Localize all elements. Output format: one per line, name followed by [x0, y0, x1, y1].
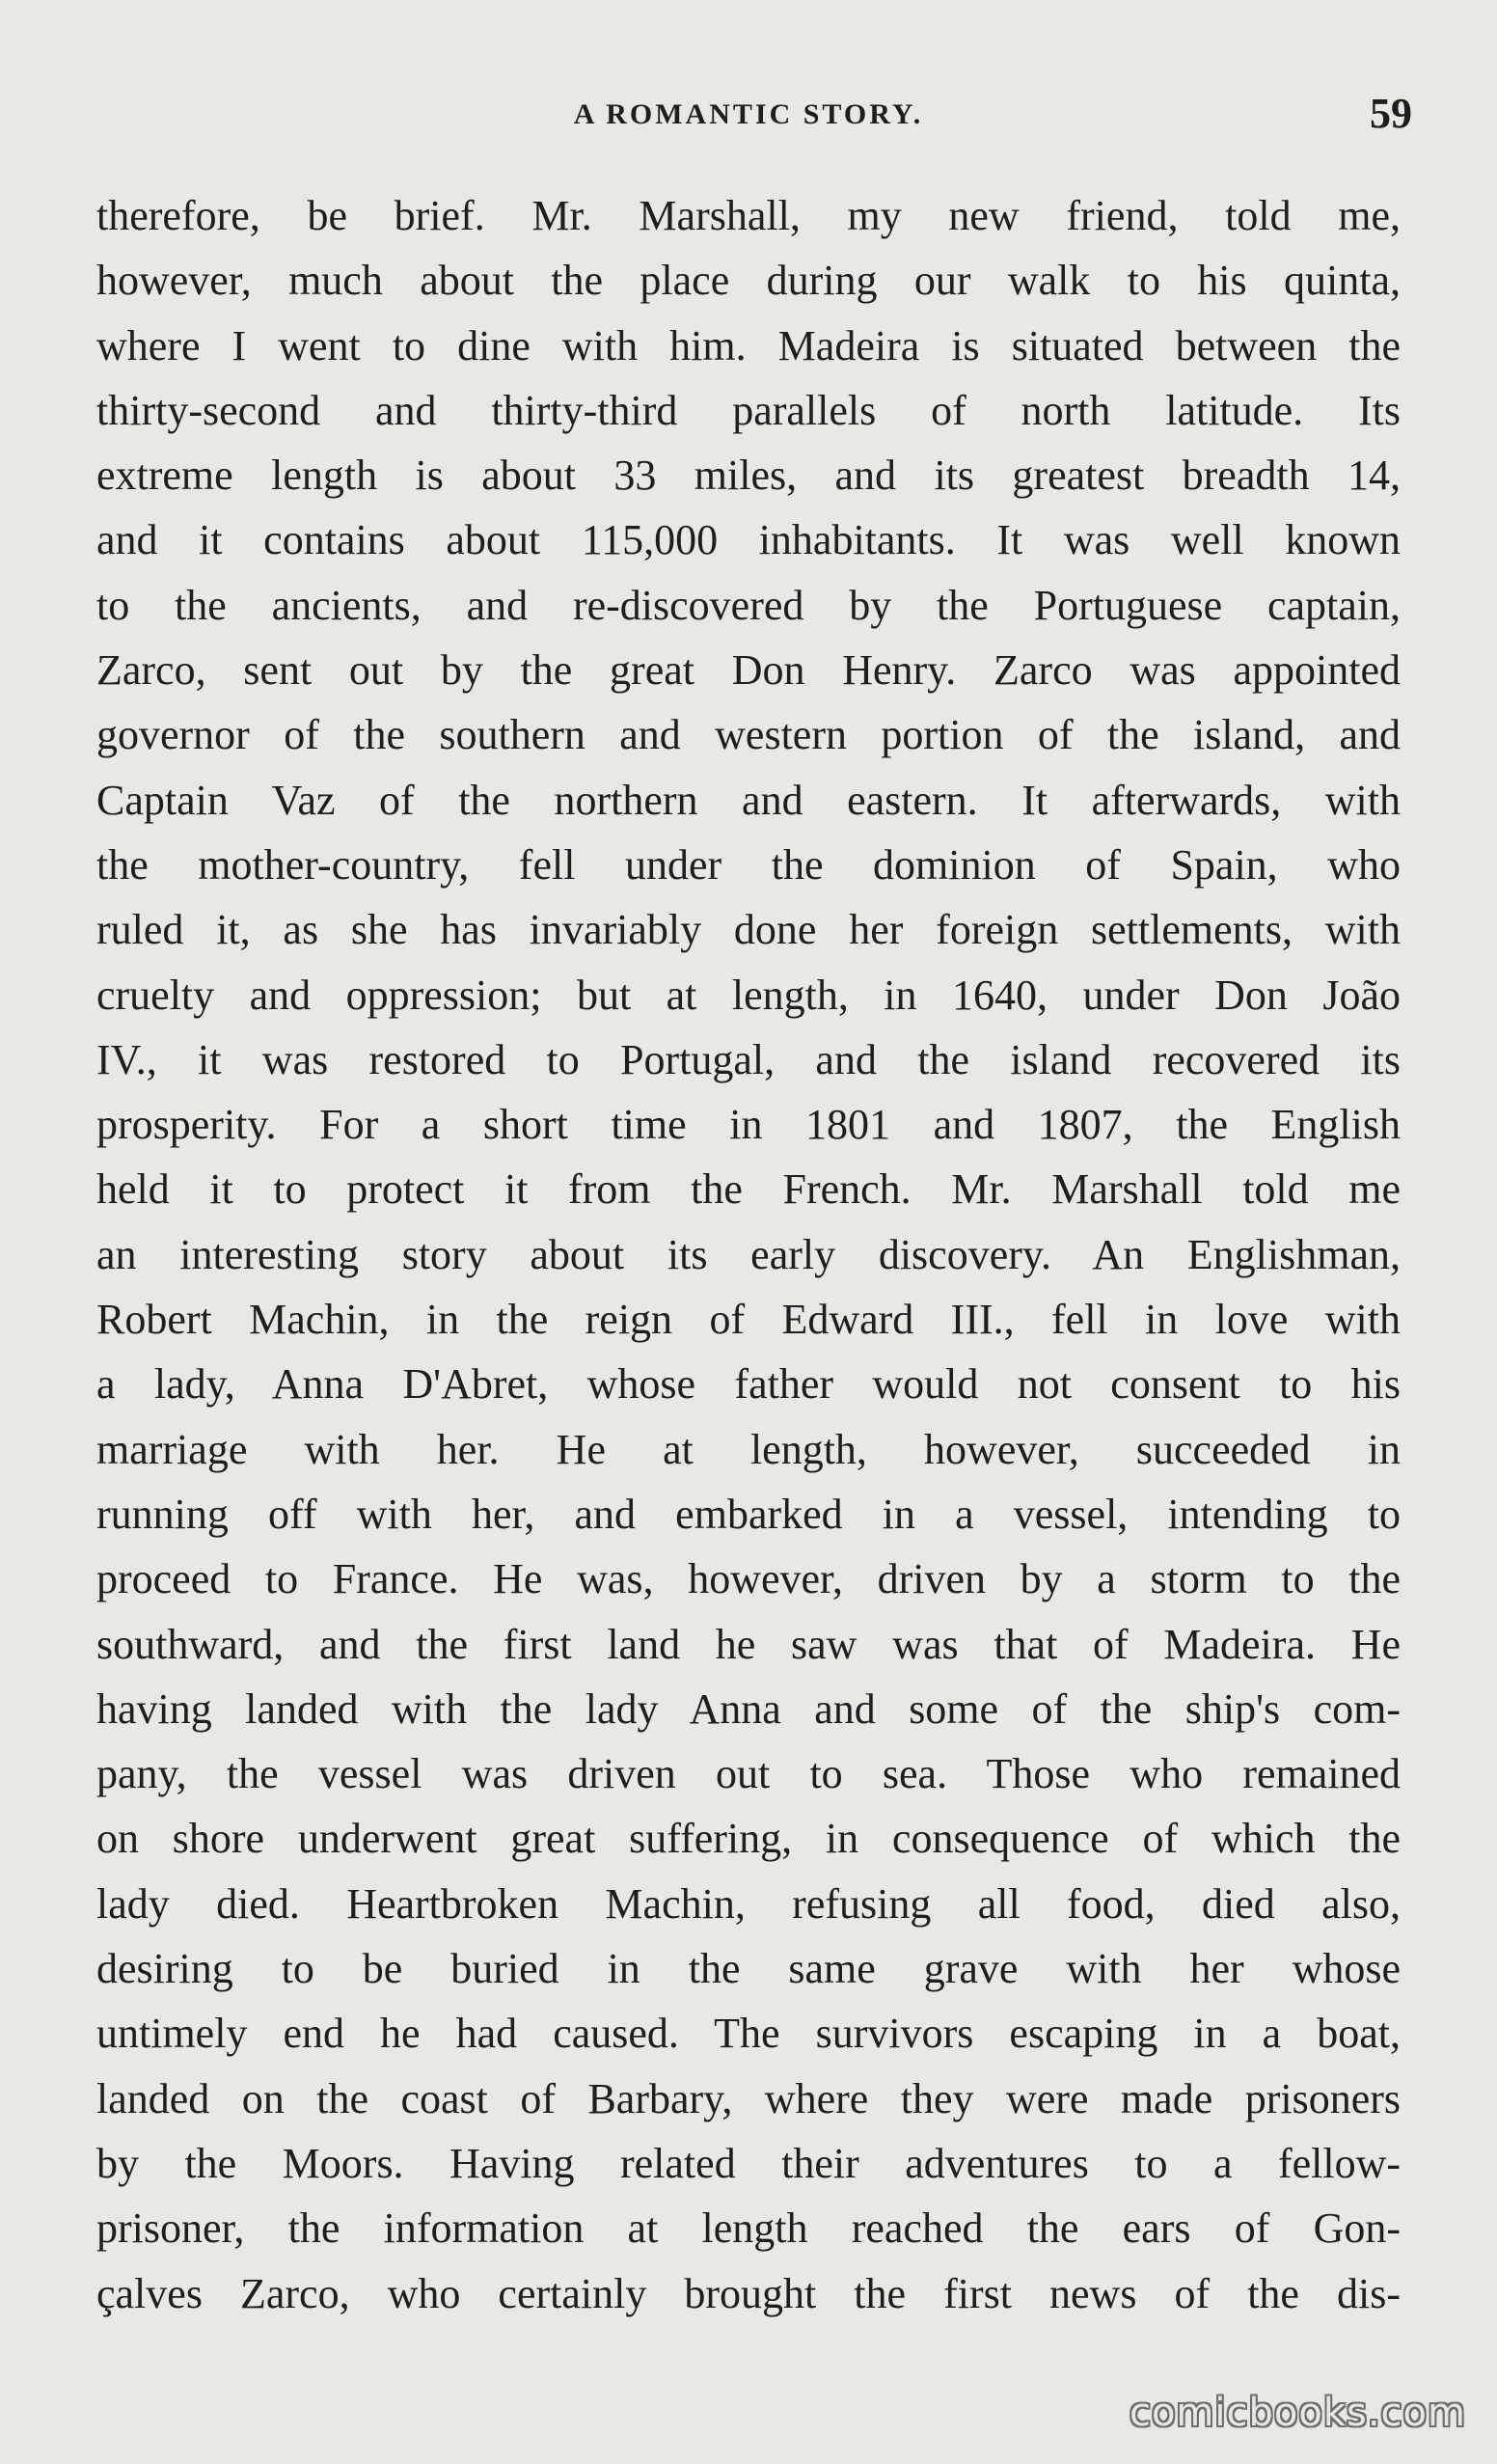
text-line: proceed to France. He was, however, driven by a storm to the: [96, 1555, 1401, 1603]
text-line: lady died. Heartbroken Machin, refusing all food, died also,: [96, 1879, 1401, 1928]
watermark: comicbooks.com: [1129, 2391, 1466, 2435]
text-line: Robert Machin, in the reign of Edward III., fell in love with: [96, 1296, 1401, 1344]
text-line: extreme length is about 33 miles, and its greatest breadth 14,: [96, 452, 1401, 500]
text-line: thirty-second and thirty-third parallels of north latitude. Its: [96, 386, 1401, 434]
text-line: desiring to be buried in the same grave with her whose: [96, 1945, 1401, 1993]
page-number: 59: [1370, 90, 1412, 137]
page-header: [0, 89, 1497, 147]
text-line: governor of the southern and western portion of the island, and: [96, 711, 1401, 759]
text-line: however, much about the place during our walk to his quinta,: [96, 257, 1401, 305]
text-line: an interesting story about its early discovery. An Englishman,: [96, 1230, 1401, 1278]
text-line: prosperity. For a short time in 1801 and 1807, the English: [96, 1101, 1401, 1149]
text-line: cruelty and oppression; but at length, in 1640, under Don João: [96, 971, 1401, 1019]
text-line: southward, and the first land he saw was that of Madeira. He: [96, 1620, 1401, 1668]
text-line: IV., it was restored to Portugal, and the island recovered its: [96, 1035, 1401, 1083]
running-title: A ROMANTIC STORY.: [573, 98, 924, 130]
text-line: a lady, Anna D'Abret, whose father would not consent to his: [96, 1360, 1401, 1409]
text-line: ruled it, as she has invariably done her foreign settlements, with: [96, 906, 1401, 954]
text-line: having landed with the lady Anna and some of the ship's com-: [96, 1684, 1401, 1733]
text-line: prisoner, the information at length reached the ears of Gon-: [96, 2204, 1401, 2253]
text-line: landed on the coast of Barbary, where they were made prisoners: [96, 2074, 1401, 2122]
text-line: çalves Zarco, who certainly brought the first news of the dis-: [96, 2269, 1401, 2317]
text-line: untimely end he had caused. The survivors escaping in a boat,: [96, 2010, 1401, 2058]
text-line: pany, the vessel was driven out to sea. Those who remained: [96, 1750, 1401, 1798]
text-line: marriage with her. He at length, however, succeeded in: [96, 1425, 1401, 1473]
text-line: by the Moors. Having related their adventures to a fellow-: [96, 2139, 1401, 2187]
text-line: and it contains about 115,000 inhabitants. It was well known: [96, 516, 1401, 564]
text-line: to the ancients, and re-discovered by the Portuguese captain,: [96, 581, 1401, 629]
text-line: running off with her, and embarked in a vessel, intending to: [96, 1490, 1401, 1538]
body-text: [96, 183, 1401, 2326]
text-line: Captain Vaz of the northern and eastern. It afterwards, with: [96, 776, 1401, 824]
text-line: Zarco, sent out by the great Don Henry. Zarco was appointed: [96, 646, 1401, 695]
text-line: held it to protect it from the French. Mr. Marshall told me: [96, 1165, 1401, 1214]
text-line: the mother-country, fell under the dominion of Spain, who: [96, 840, 1401, 889]
text-line: where I went to dine with him. Madeira is situated between the: [96, 321, 1401, 370]
text-line: on shore underwent great suffering, in consequence of which the: [96, 1815, 1401, 1863]
text-line: therefore, be brief. Mr. Marshall, my new friend, told me,: [96, 192, 1401, 239]
